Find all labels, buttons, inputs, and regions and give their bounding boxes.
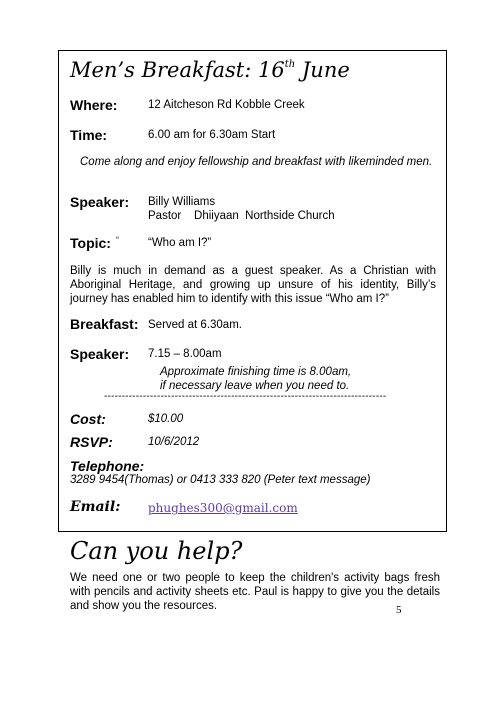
speaker-bio: Billy is much in demand as a guest speaker. As a Christian with Aboriginal Heritage, and growing up unsure of his identity, Billy’s journey has enabled him to identify with this issue “Who am I?” [70, 265, 436, 305]
time-label: Time: [70, 127, 108, 143]
speaker2-value: 7.15 – 8.00am [148, 348, 222, 360]
topic-value: “Who am I?” [148, 237, 212, 249]
topic-mark: “ [116, 235, 119, 245]
title-main: Men’s Breakfast: [70, 58, 252, 82]
title-day-suffix: th [284, 59, 296, 70]
tagline: Come along and enjoy fellowship and breakfast with likeminded men. [80, 156, 433, 168]
telephone-label: Telephone: [70, 458, 145, 474]
where-value: 12 Aitcheson Rd Kobble Creek [148, 99, 305, 111]
time-value: 6.00 am for 6.30am Start [148, 129, 276, 141]
speaker2-label: Speaker: [70, 346, 130, 362]
speaker-name: Billy Williams [148, 196, 216, 208]
page-number: 5 [396, 604, 402, 616]
breakfast-label: Breakfast: [70, 316, 139, 332]
cost-value: $10.00 [148, 413, 184, 425]
event-title [70, 58, 350, 82]
speaker-role: Pastor Dhiiyaan Northside Church [148, 210, 335, 222]
finish-note-2: if necessary leave when you need to. [160, 380, 350, 392]
topic-label: Topic: [70, 235, 111, 251]
rsvp-value: 10/6/2012 [148, 436, 200, 448]
rsvp-label: RSVP: [70, 434, 113, 450]
telephone-value: 3289 9454(Thomas) or 0413 333 820 (Peter text message) [70, 474, 371, 486]
help-text: We need one or two people to keep the children's activity bags fresh with pencils and activity sheets etc. Paul is happy to give you the details and show you the resources. [70, 572, 440, 612]
email-link[interactable]: phughes300@gmail.com [148, 501, 298, 515]
title-month: June [301, 58, 350, 82]
speaker-label: Speaker: [70, 194, 130, 210]
title-day: 16 [258, 58, 285, 82]
where-label: Where: [70, 97, 118, 113]
email-label: Email: [70, 499, 121, 515]
cost-label: Cost: [70, 411, 106, 427]
breakfast-value: Served at 6.30am. [148, 319, 242, 331]
help-title: Can you help? [70, 537, 243, 565]
divider-line: -------------------------------------------------------------------------------- [104, 391, 387, 402]
finish-note-1: Approximate finishing time is 8.00am, [160, 366, 352, 378]
